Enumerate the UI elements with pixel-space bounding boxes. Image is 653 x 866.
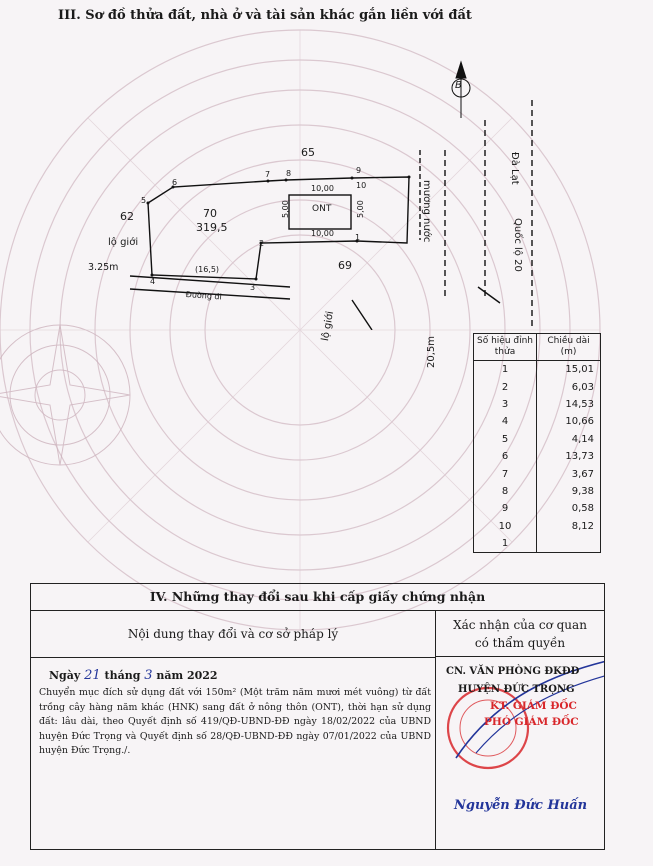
row-limit-left-value: 3.25m bbox=[88, 262, 119, 273]
row-limit-right-label: lộ giới bbox=[320, 310, 337, 342]
house-dim-bottom: 10,00 bbox=[311, 229, 334, 238]
point-label: 4 bbox=[150, 277, 156, 286]
neighbor-right: 69 bbox=[338, 259, 352, 272]
office-name: CN. VĂN PHÒNG ĐKĐĐ bbox=[446, 666, 580, 677]
table-row: 2 6,03 bbox=[474, 378, 601, 395]
header-length: Chiều dài (m) bbox=[537, 334, 601, 361]
change-description: Chuyển mục đích sử dụng đất với 150m² (Một trăm năm mươi mét vuông) từ đất trồng cây hàng năm khác (HNK) sang đất ở nông thôn (ONT), thời hạn sử dụng đất: lâu dài, theo Quyết định số 419/QĐ-UBND-ĐĐ ngày 18/02/2022 của UBND huyện Đức Trọng và Quyết định số 28/QĐ-UBND-ĐĐ ngày 07/01/2022 của UBND huyện Đức Trọng./. bbox=[39, 687, 431, 756]
change-content bbox=[31, 658, 436, 849]
point-label: 2 bbox=[259, 239, 265, 248]
road-label: Đường đi bbox=[185, 290, 223, 302]
table-row: 6 13,73 bbox=[474, 448, 601, 465]
header-vertex-number: Số hiệu đỉnh thửa bbox=[474, 334, 537, 361]
table-row: 8 9,38 bbox=[474, 483, 601, 500]
dalat-label: Đà Lạt bbox=[509, 152, 520, 185]
table-row: 4 10,66 bbox=[474, 413, 601, 430]
section3-title: III. Sơ đồ thửa đất, nhà ở và tài sản khác gắn liền với đất bbox=[58, 8, 472, 23]
office-district: HUYỆN ĐỨC TRỌNG bbox=[458, 684, 575, 695]
kt-director-label: KT. GIÁM ĐỐC bbox=[490, 700, 577, 712]
row-limit-right-value: 20,5m bbox=[426, 335, 437, 368]
signer-name: Nguyễn Đức Huấn bbox=[454, 798, 588, 813]
house-dim-left: 5,00 bbox=[281, 200, 290, 218]
point-label: 5 bbox=[141, 196, 147, 205]
house-dim-right: 5,00 bbox=[356, 200, 365, 218]
site-plan bbox=[0, 0, 653, 330]
column-header-confirmation: Xác nhận của cơ quan có thẩm quyền bbox=[436, 611, 604, 657]
parcel-number: 70 bbox=[203, 207, 217, 220]
parcel-boundary bbox=[148, 177, 409, 279]
change-date: Ngày 21 tháng 3 năm 2022 bbox=[49, 668, 218, 683]
table-row: 9 0,58 bbox=[474, 500, 601, 517]
point-label: 7 bbox=[265, 170, 271, 179]
point-label: 10 bbox=[356, 181, 367, 190]
point-label: 1 bbox=[355, 233, 361, 242]
table-row: 7 3,67 bbox=[474, 465, 601, 482]
point-label: 6 bbox=[172, 178, 178, 187]
confirmation-area bbox=[436, 658, 604, 849]
canal-label: mương nước bbox=[421, 180, 432, 243]
column-header-changes: Nội dung thay đổi và cơ sở pháp lý bbox=[31, 611, 436, 658]
point-label: 3 bbox=[250, 283, 256, 292]
highway-label: Quốc lộ 20 bbox=[512, 218, 523, 272]
row-limit-left-label: lộ giới bbox=[108, 237, 139, 248]
house-code: ONT bbox=[312, 204, 332, 214]
north-label: B bbox=[455, 80, 462, 91]
point-label: 8 bbox=[286, 169, 292, 178]
deputy-director-label: PHÓ GIÁM ĐỐC bbox=[484, 716, 579, 728]
house-dim-top: 10,00 bbox=[311, 184, 334, 193]
neighbor-top: 65 bbox=[301, 146, 315, 159]
table-row: 1 15,01 bbox=[474, 361, 601, 379]
table-row: 3 14,53 bbox=[474, 396, 601, 413]
table-row: 10 8,12 bbox=[474, 518, 601, 535]
section4-title: IV. Những thay đổi sau khi cấp giấy chứng nhận bbox=[31, 584, 604, 611]
parcel-area: 319,5 bbox=[196, 221, 228, 234]
neighbor-left: 62 bbox=[120, 210, 134, 223]
row-limit-inside: (16,5) bbox=[195, 265, 220, 274]
table-row: 1 bbox=[474, 535, 601, 553]
edge-lengths-table bbox=[473, 333, 601, 553]
section4-box bbox=[30, 583, 605, 850]
point-label: 9 bbox=[356, 166, 362, 175]
table-row: 5 4,14 bbox=[474, 431, 601, 448]
